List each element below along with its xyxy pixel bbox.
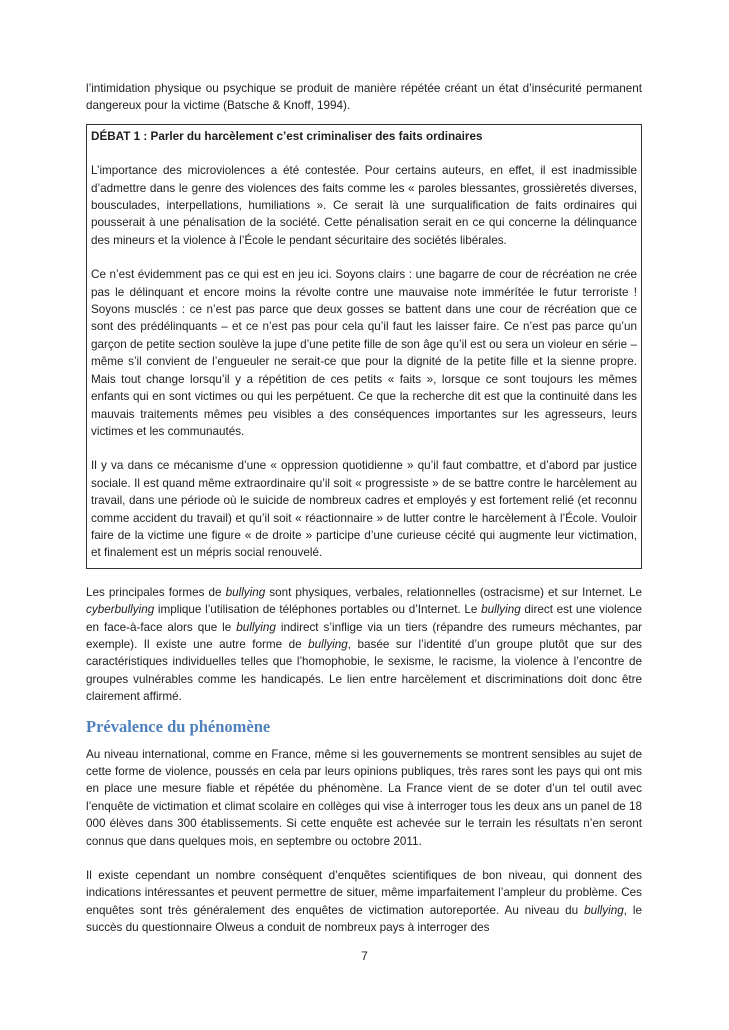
forms-term-cyberbullying: cyberbullying: [86, 603, 155, 617]
debate-paragraph-3: Il y va dans ce mécanisme d’une « oppression quotidienne » qu’il faut combattre, et d’abord par justice sociale. Il est quand même extraordinaire qu’il soit « progressiste » de se battre contre le harcèlement au travail, dans une période où le suicide de nombreux cadres et employés y est fortement relié (et reconnu comme accident du travail) et qu’il soit « réactionnaire » de lutter contre le harcèlement à l’École. Vouloir faire de la victime une figure « de droite » participe d’une curieuse cécité qui augmente leur victimation, et finalement est un mépris social renouvelé.: [91, 459, 637, 560]
debate-box: [86, 124, 642, 569]
document-page: [86, 80, 642, 937]
forms-term-bullying-4: bullying: [308, 637, 348, 651]
debate-paragraph-2: Ce n’est évidemment pas ce qui est en jeu ici. Soyons clairs : une bagarre de cour de récréation ne crée pas le délinquant et encore moins la révolte contre une mauvaise note immérítée le futur terroriste ! Soyons musclés : ce n’est pas parce que deux gosses se battent dans une cour de récréation que ce sont des prédélinquants – et ce n’est pas pour cela qu’il faut les laisser faire. Ce n’est pas parce qu’un garçon de petite section soulève la jupe d’une petite fille de son âge qu’il est ou sera un violeur en série – même s’il convient de l’engueuler ne serait-ce que pour la dignité de la petite fille et la sienne propre. Mais tout change lorsqu’il y a répétition de ces petits « faits », lorsque ce sont toujours les mêmes enfants qui en sont victimes ou qui les perpétuent. Ce que la recherche dit est que la continuité dans les mauvais traitements mêmes peu visibles a des conséquences importantes sur les agresseurs, leurs victimes et les communautés.: [91, 268, 637, 438]
forms-text-6: , basée sur l’identité d’un groupe plutôt que sur des caractéristiques individuelles telles que l’homophobie, le sexisme, le racisme, la violence à l’encontre de groupes vulnérables comme les handicapés. Le lien entre harcèlement et discriminations doit donc être clairement affirmé.: [86, 637, 643, 704]
surveys-text-2: , le succès du questionnaire Olweus a conduit de nombreux pays à interroger des: [86, 903, 642, 935]
forms-text-2: sont physiques, verbales, relationnelles (ostracisme) et sur Internet. Le: [265, 585, 642, 599]
section-heading: Prévalence du phénomène: [86, 716, 271, 736]
forms-text-5: indirect s’inflige via un tiers (répandre des rumeurs méchantes, par exemple). Il existe une autre forme de: [86, 620, 642, 651]
forms-text-3: implique l’utilisation de téléphones portables ou d’Internet. Le: [154, 603, 482, 617]
surveys-term-bullying: bullying: [584, 903, 624, 917]
debate-paragraph-1: L’importance des microviolences a été contestée. Pour certains auteurs, en effet, il est inadmissible d’admettre dans le genre des violences des faits comme les « paroles blessantes, grossièretés diverses, bousculades, interpellations, humiliations ». Ce serait là une surqualification de faits ordinaires qui pousserait à une pénalisation de la société. Cette pénalisation serait en ce qui concerne la délinquance des mineurs et la violence à l’École le pendant sécuritaire des sociétés libérales.: [91, 164, 637, 247]
forms-paragraph: [86, 584, 642, 706]
surveys-paragraph: [86, 867, 642, 937]
page-number: 7: [361, 950, 368, 963]
intro-paragraph: l’intimidation physique ou psychique se produit de manière répétée créant un état d’insécurité permanent dangereux pour la victime (Batsche & Knoff, 1994).: [86, 82, 642, 113]
forms-term-bullying-2: bullying: [481, 603, 521, 617]
surveys-text-1: Il existe cependant un nombre conséquent d’enquêtes scientifiques de bon niveau, qui donnent des indications intéressantes et peuvent permettre de situer, même imparfaitement l’ampleur du problème. Ces enquêtes sont très généralement des enquêtes de victimation autoreportée. Au niveau du: [86, 869, 642, 917]
forms-term-bullying-3: bullying: [236, 620, 276, 634]
forms-text-4: direct est une violence en face-à-face alors que le: [86, 603, 642, 634]
forms-text-1: Les principales formes de: [86, 585, 226, 599]
prevalence-paragraph: Au niveau international, comme en France, même si les gouvernements se montrent sensibles au sujet de cette forme de violence, poussés en cela par leurs opinions publiques, très rares sont les pays qui ont mis en place une mesure fiable et répétée du phénomène. La France vient de se doter d’un tel outil avec l’enquête de victimation et climat scolaire en collèges qui vise à interroger tous les deux ans un panel de 18 000 élèves dans 300 établissements. Si cette enquête est achevée sur le terrain les résultats n’en seront connus que dans quelques mois, en septembre ou octobre 2011.: [86, 747, 642, 848]
debate-box-title: DÉBAT 1 : Parler du harcèlement c’est criminaliser des faits ordinaires: [91, 129, 483, 143]
forms-term-bullying-1: bullying: [225, 585, 266, 599]
